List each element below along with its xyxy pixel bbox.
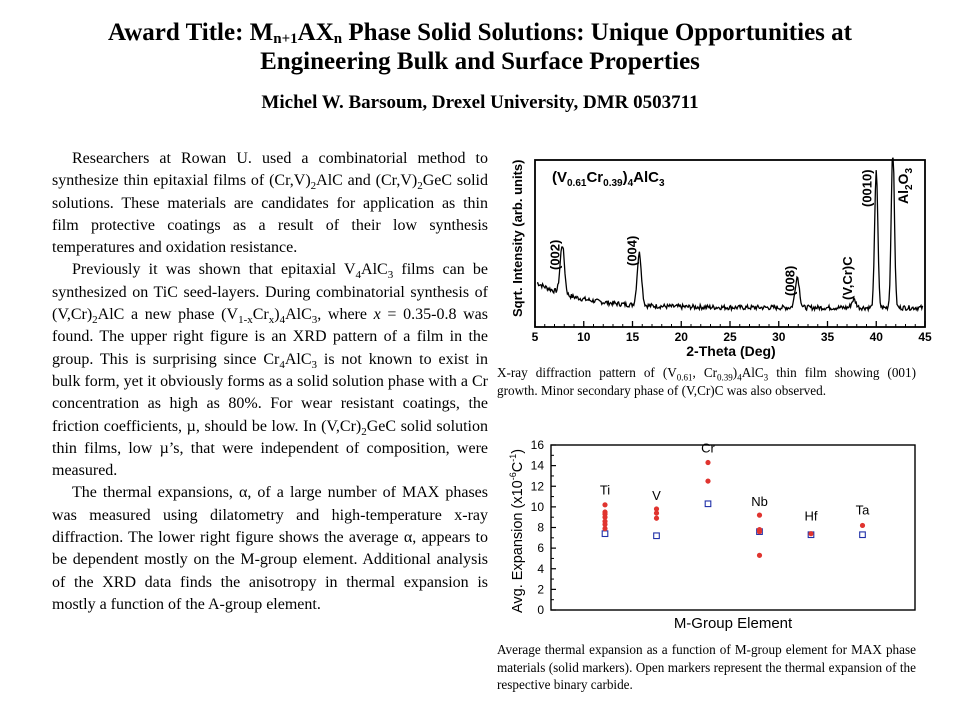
expansion-ytick-label: 6: [537, 541, 544, 556]
title-line-1: Award Title: $M_{n+1}AX_n$ Phase Solid Solutions: Unique Opportunities at: [108, 19, 852, 47]
title-line-2: Engineering Bulk and Surface Properties: [260, 48, 700, 75]
xrd-peak-label: (008): [782, 265, 798, 296]
xrd-xtick-label: 10: [577, 330, 591, 344]
xrd-inset-formula: $(V_{0.61}Cr_{0.39})_4AlC_3$: [552, 169, 665, 189]
xrd-peak-label: (0010): [859, 169, 875, 207]
expansion-ytick-label: 14: [530, 458, 544, 473]
xrd-peak-label: (002): [547, 239, 563, 270]
max-solid-marker: [860, 523, 865, 528]
expansion-ytick-label: 12: [530, 479, 544, 494]
xrd-peak-label: (004): [624, 235, 640, 266]
xrd-xlabel: 2-Theta (Deg): [686, 343, 776, 359]
expansion-ytick-label: 0: [537, 603, 544, 617]
xrd-xtick-label: 15: [625, 330, 640, 344]
expansion-category-label: Nb: [751, 494, 768, 510]
expansion-ytick-label: 4: [537, 561, 544, 576]
expansion-ytick-label: 8: [537, 520, 544, 535]
xrd-ylabel: Sqrt. Intensity (arb. units): [510, 159, 525, 317]
xrd-xtick-label: 25: [723, 330, 737, 344]
max-solid-marker: [705, 478, 710, 483]
xrd-xtick-label: 5: [531, 330, 539, 344]
expansion-ylabel: Avg. Expansion $(x10^{-6}C^{-1})$: [508, 448, 526, 613]
max-solid-marker: [654, 510, 659, 515]
xrd-caption: X-ray diffraction pattern of ($V_{0.61}$, $Cr_{0.39})_4AlC_3$ thin film showing (001) growth. Minor secondary phase of (V,Cr)C was also observed.: [497, 365, 916, 398]
expansion-ytick-label: 10: [530, 499, 544, 514]
expansion-category-label: Ti: [599, 482, 611, 498]
expansion-ytick-label: 16: [530, 438, 544, 452]
xrd-peak-label: (V,Cr)C: [839, 256, 855, 300]
expansion-category-label: Ta: [855, 502, 870, 518]
expansion-xlabel: M-Group Element: [673, 615, 793, 632]
expansion-ytick-label: 2: [537, 582, 544, 597]
carbide-open-marker: [654, 533, 660, 539]
max-solid-marker: [757, 513, 762, 518]
max-solid-marker: [705, 460, 710, 465]
xrd-xtick-label: 30: [772, 330, 786, 344]
body-text: [52, 148, 488, 616]
page-title: [0, 18, 960, 76]
xrd-xtick-label: 20: [674, 330, 688, 344]
xrd-xtick-label: 35: [820, 330, 835, 344]
max-solid-marker: [602, 526, 607, 531]
max-solid-marker: [654, 516, 659, 521]
carbide-open-marker: [705, 501, 711, 507]
expansion-category-label: V: [652, 487, 661, 503]
max-solid-marker: [757, 529, 762, 534]
expansion-category-label: Cr: [701, 440, 715, 456]
expansion-category-label: Hf: [804, 508, 818, 524]
author-line: Michel W. Barsoum, Drexel University, DMR 0503711: [261, 92, 699, 113]
paragraph-1: Researchers at Rowan U. used a combinatorial method to synthesize thin epitaxial films of $(Cr,V)_2AlC$ and $(Cr,V)_2GeC$ solid solutions. These materials are candidates for application as thin film protective coatings as a result of their low synthesis temperatures and oxidation resistance.: [52, 150, 488, 257]
max-solid-marker: [757, 553, 762, 558]
xrd-chart: [495, 152, 935, 362]
paragraph-2: Previously it was shown that epitaxial $V_4AlC_3$ films can be synthesized on TiC seed-layers. During combinatorial synthesis of $(V,Cr)_2AlC$ a new phase $(V_{1-x}Cr_x)_4AlC_3$, where x = 0.35-0.8 was found. The upper right figure is an XRD pattern of a film in the group. This is surprising since $Cr_4AlC_3$ is not known to exist in bulk form, yet it obviously forms as a solid solution phase with a Cr concentration as high as 80%. For wear resistant coatings, the friction coefficients, µ, should be low. In $(V,Cr)_2GeC$ solid solution thin films, low µ’s, that were independent of composition, were measured.: [52, 261, 489, 480]
expansion-chart: [495, 425, 935, 635]
paragraph-3: The thermal expansions, α, of a large number of MAX phases was measured using dilatometry and high-temperature x-ray diffraction. The lower right figure shows the average α, appears to be dependent mostly on the M-group element. Additional analysis of the XRD data finds the anisotropy in thermal expansion is mostly a function of the A-group element.: [52, 484, 489, 613]
carbide-open-marker: [602, 531, 608, 537]
max-solid-marker: [808, 531, 813, 536]
expansion-caption: Average thermal expansion as a function of M-group element for MAX phase materials (solid markers). Open markers represent the thermal expansion of the respective binary carbide.: [497, 642, 916, 692]
xrd-xtick-label: 45: [918, 330, 932, 344]
carbide-open-marker: [860, 532, 866, 538]
xrd-xtick-label: 40: [869, 330, 883, 344]
xrd-al2o3-label: $Al_2O_3$: [895, 167, 915, 204]
max-solid-marker: [602, 502, 607, 507]
